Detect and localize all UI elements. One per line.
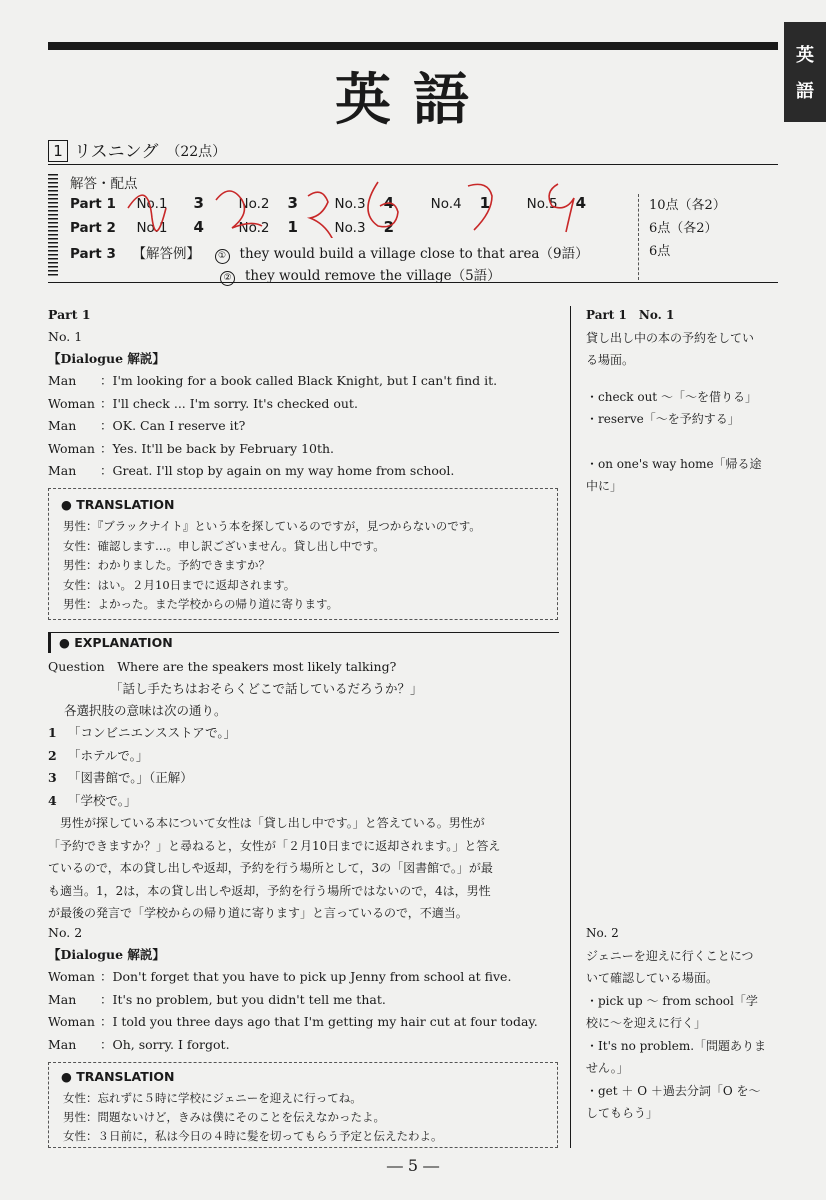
part1-label: Part 1 (70, 196, 116, 212)
right-notes-1 (586, 304, 778, 498)
translation1-line-1: 男性：『ブラックナイト』という本を探しているのですが，見つからないのです。 (63, 519, 481, 533)
d1-line-2: ：I'll check ... I'm sorry. It's checked out. (100, 395, 358, 411)
dialogue1 (48, 370, 497, 483)
d1-line-4: ：Yes. It'll be back by February 10th. (100, 440, 335, 456)
p2-ans2: 1 (287, 218, 298, 236)
translation1-box (48, 488, 558, 620)
left-no1: No. 1 (48, 329, 83, 344)
right-line-2: る場面。 (586, 353, 635, 367)
p1-no2: No.2 (238, 196, 270, 212)
left-part-label: Part 1 (48, 307, 91, 322)
right-line-3: ジェニーを迎えに行くことにつ (586, 948, 754, 963)
p2-no1: No.1 (136, 220, 168, 236)
subject-tab-char-2: 語 (796, 81, 814, 102)
p2-ans3: 2 (383, 218, 394, 236)
d1-speaker-4: Woman (48, 440, 95, 456)
part1-score: 10点（各2） (649, 198, 726, 213)
d2-speaker-2: Man (48, 991, 77, 1007)
dialogue2-head: 【Dialogue 解説】 (48, 947, 165, 962)
d2-line-3: ：I told you three days ago that I'm getting my hair cut at four today. (100, 1014, 538, 1029)
question-ja: 「話し手たちはおそらくどこで話しているだろうか？」 (110, 681, 423, 696)
p1-no5: No.5 (526, 196, 558, 212)
translation2-head: ● TRANSLATION (61, 1069, 175, 1084)
dialogue1-head: 【Dialogue 解説】 (48, 351, 165, 366)
option-text-1: 「コンビニエンスストアで。」 (68, 725, 237, 740)
explain-line-3: ているので，本の貸し出しや返却，予約を行う場所として，3の「図書館で。」が最 (48, 861, 493, 875)
explain-line-4: も適当。1，2は，本の貸し出しや返却，予約を行う場所ではないので，4は，男性 (48, 883, 491, 898)
right-head-2: No. 2 (586, 926, 619, 940)
vocab2-3: ・It's no problem.「問題ありま (586, 1038, 767, 1053)
p1-ans3: 4 (383, 194, 394, 212)
explanation-body (48, 812, 500, 925)
vocab1-2: ・reserve「～を予約する」 (586, 412, 740, 426)
score-column (638, 194, 726, 280)
part2-score: 6点（各2） (649, 221, 718, 236)
vocab2-4: せん。」 (586, 1061, 629, 1075)
p2-ans1: 4 (193, 218, 204, 236)
translation2-line-1: 女性：忘れずに５時に学校にジェニーを迎えに行ってね。 (63, 1091, 362, 1105)
d2-speaker-4: Man (48, 1036, 77, 1052)
page-number: ― 5 ― (386, 1156, 440, 1175)
translation2-line-2: 男性：問題ないけど，きみは僕にそのことを伝えなかったよ。 (63, 1110, 385, 1124)
option-text-2: 「ホテルで。」 (68, 747, 149, 763)
d1-line-3: ：OK. Can I reserve it? (100, 418, 246, 433)
option-num-2: 2 (48, 747, 57, 763)
vocab2-5: ・get ＋ O ＋過去分詞「O を～ (586, 1083, 761, 1098)
translation1-head: ● TRANSLATION (61, 497, 175, 512)
subject-tab-char-1: 英 (796, 45, 814, 66)
option-num-1: 1 (48, 725, 57, 740)
p2-no2: No.2 (238, 220, 270, 236)
translation1-line-3: 男性：わかりました。予約できますか？ (63, 558, 270, 572)
p1-ans1: 3 (193, 194, 204, 212)
options-list (48, 722, 236, 812)
part3-score: 6点 (649, 244, 671, 259)
p1-ans5: 4 (575, 194, 587, 212)
section-title: リスニング (74, 142, 159, 162)
p1-ans2: 3 (287, 194, 298, 212)
section-points: （22点） (166, 144, 227, 160)
right-notes-2 (586, 922, 778, 1125)
part3-mark-2: ② (220, 271, 235, 286)
d2-line-2: ：It's no problem, but you didn't tell me that. (100, 991, 386, 1007)
left-no2: No. 2 (48, 925, 83, 940)
part3-row-2 (220, 264, 501, 286)
section-header (48, 138, 778, 165)
section-number: 1 (48, 140, 68, 162)
d2-line-4: ：Oh, sorry. I forgot. (100, 1036, 230, 1052)
d1-line-1: ：I'm looking for a book called Black Knight, but I can't find it. (100, 373, 498, 388)
column-divider (570, 306, 571, 1148)
vocab1-1: ・check out ～「～を借りる」 (586, 389, 757, 404)
translation1-line-5: 男性：よかった。また学校からの帰り道に寄ります。 (63, 597, 339, 611)
explanation-head: ● EXPLANATION (59, 635, 173, 650)
answer-label: 解答・配点 (70, 176, 138, 192)
header-rule (48, 42, 778, 50)
option-num-3: 3 (48, 770, 57, 785)
vocab2-6: してもらう」 (586, 1106, 659, 1120)
question: Question Where are the speakers most likely talking? (48, 659, 397, 674)
part3-tag: 【解答例】 (132, 246, 200, 262)
answer-block (48, 172, 778, 283)
d1-speaker-2: Woman (48, 395, 95, 411)
vocab1-5: 中に」 (586, 479, 623, 493)
vocab1-4: ・on one's way home「帰る途 (586, 456, 762, 471)
d2-line-1: ：Don't forget that you have to pick up Jenny from school at five. (100, 969, 512, 984)
explain-line-1: 男性が探している本について女性は「貸し出し中です。」と答えている。男性が (48, 816, 485, 830)
option-num-4: 4 (48, 792, 57, 808)
right-line-4: いて確認している場面。 (586, 971, 719, 985)
d1-speaker-3: Man (48, 418, 77, 433)
page-title: 英語 (335, 68, 491, 133)
answer-stripes (48, 174, 58, 278)
dialogue2 (48, 966, 538, 1056)
option-text-4: 「学校で。」 (68, 792, 137, 808)
translation1-line-2: 女性：確認します…。申し訳ございません。貸し出し中です。 (63, 538, 385, 553)
translation1-line-4: 女性：はい。２月10日までに返却されます。 (63, 577, 296, 592)
translation2-box (48, 1062, 558, 1148)
d1-speaker-5: Man (48, 463, 77, 478)
explanation-bar (48, 632, 559, 653)
p1-no3: No.3 (334, 196, 366, 212)
option-text-3: 「図書館で。」（正解） (68, 770, 193, 785)
part3-label: Part 3 (70, 246, 116, 262)
right-line-1: 貸し出し中の本の予約をしてい (586, 330, 755, 345)
vocab2-1: ・pick up ～ from school「学 (586, 993, 758, 1008)
explain-line-2: 「予約できますか？」と尋ねると，女性が「２月10日までに返却されます。」と答え (48, 838, 501, 853)
part2-label: Part 2 (70, 220, 116, 236)
p1-no4: No.4 (430, 196, 462, 212)
vocab2-2: 校に～を迎えに行く」 (586, 1016, 707, 1030)
options-intro: 各選択肢の意味は次の通り。 (64, 703, 227, 718)
d1-speaker-1: Man (48, 373, 77, 388)
part3-answer-1: they would build a village close to that area（9語） (239, 246, 589, 262)
d2-speaker-1: Woman (48, 969, 95, 984)
p1-ans4: 1 (479, 194, 491, 212)
right-head-1: Part 1 No. 1 (586, 308, 675, 322)
translation2-line-3: 女性：３日前に，私は今日の４時に髪を切ってもらう予定と伝えたわよ。 (63, 1129, 443, 1143)
part3-answer-2: they would remove the village（5語） (245, 268, 501, 284)
d1-line-5: ：Great. I'll stop by again on my way home from school. (100, 463, 455, 478)
p2-no3: No.3 (334, 220, 366, 236)
explain-line-5: が最後の発言で「学校からの帰り道に寄ります」と言っているので，不適当。 (48, 906, 468, 920)
part3-row (70, 242, 589, 264)
p1-no1: No.1 (136, 196, 168, 212)
d2-speaker-3: Woman (48, 1014, 95, 1029)
handwritten-marks (108, 178, 628, 238)
part3-mark-1: ① (215, 249, 230, 264)
